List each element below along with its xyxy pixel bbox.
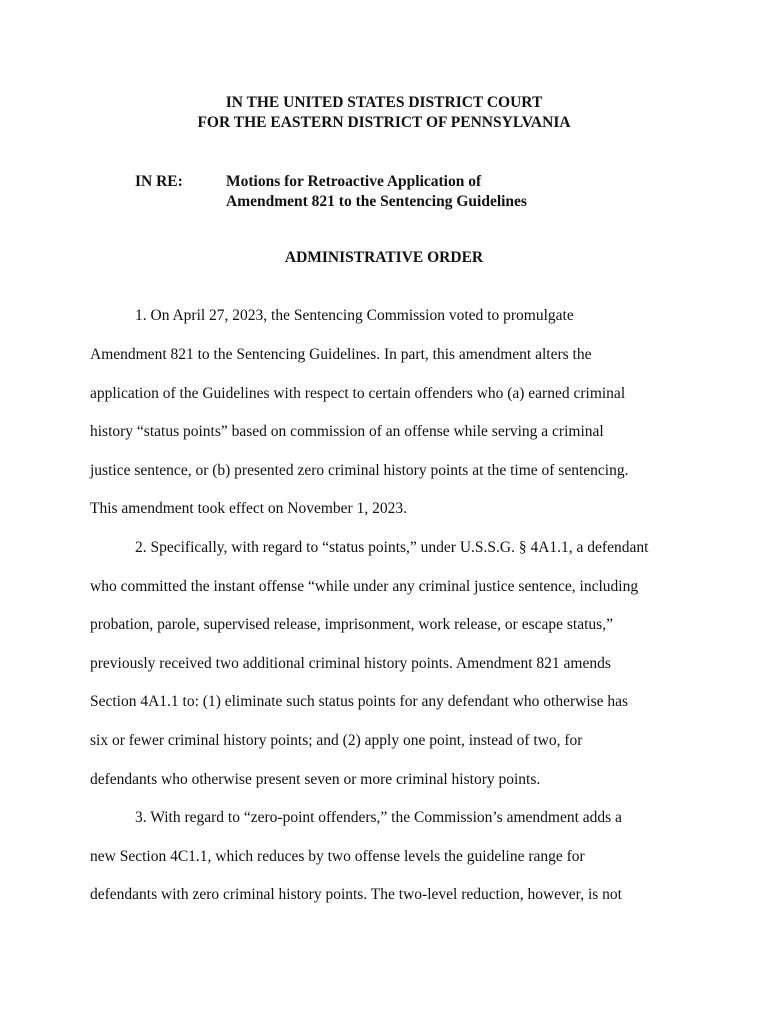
body-line: 2. Specifically, with regard to “status points,” under U.S.S.G. § 4A1.1, a defendant (135, 539, 649, 556)
court-heading-line-1: IN THE UNITED STATES DISTRICT COURT (225, 94, 543, 111)
court-heading-line-2: FOR THE EASTERN DISTRICT OF PENNSYLVANIA (197, 114, 571, 131)
body-line: probation, parole, supervised release, imprisonment, work release, or escape status,” (90, 616, 613, 633)
in-re-label: IN RE: (135, 173, 183, 190)
body-line: application of the Guidelines with respect to certain offenders who (a) earned criminal (90, 385, 626, 402)
in-re-subject-line-2: Amendment 821 to the Sentencing Guidelines (226, 193, 527, 210)
body-line: justice sentence, or (b) presented zero criminal history points at the time of sentencing. (90, 462, 629, 479)
body-line: new Section 4C1.1, which reduces by two offense levels the guideline range for (90, 848, 585, 865)
body-line: previously received two additional criminal history points. Amendment 821 amends (90, 655, 611, 672)
body-line: This amendment took effect on November 1, 2023. (90, 500, 407, 517)
body-line: 1. On April 27, 2023, the Sentencing Commission voted to promulgate (135, 307, 574, 324)
body-line: who committed the instant offense “while under any criminal justice sentence, including (90, 578, 639, 595)
body-line: Amendment 821 to the Sentencing Guidelines. In part, this amendment alters the (90, 346, 592, 363)
order-title: ADMINISTRATIVE ORDER (284, 249, 484, 266)
in-re-subject (226, 172, 527, 212)
body-line: history “status points” based on commission of an offense while serving a criminal (90, 423, 604, 440)
body-line: defendants with zero criminal history points. The two-level reduction, however, is not (90, 886, 622, 903)
in-re-subject-line-1: Motions for Retroactive Application of (226, 173, 482, 190)
body-line: Section 4A1.1 to: (1) eliminate such status points for any defendant who otherwise has (90, 693, 629, 710)
body-line: 3. With regard to “zero-point offenders,” the Commission’s amendment adds a (135, 809, 622, 826)
court-heading (0, 93, 768, 133)
body-line: six or fewer criminal history points; and (2) apply one point, instead of two, for (90, 732, 583, 749)
body-line: defendants who otherwise present seven or more criminal history points. (90, 771, 541, 788)
